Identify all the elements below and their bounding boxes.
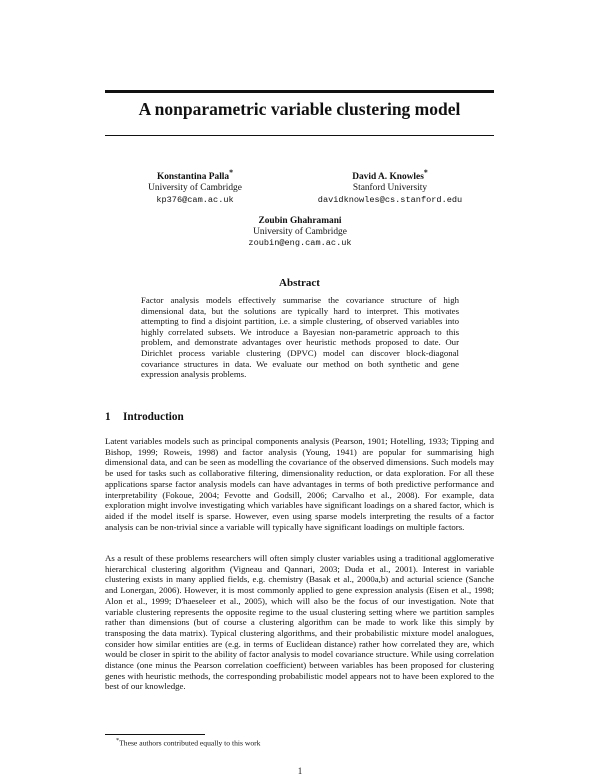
author-email[interactable]: davidknowles@cs.stanford.edu xyxy=(317,194,463,205)
section-title: Introduction xyxy=(123,411,184,423)
section-heading xyxy=(105,411,184,423)
body-paragraph: Latent variables models such as principal components analysis (Pearson, 1901; Hotelling, 1933; Tipping and Bishop, 1999; Roweis, 1998) and factor analysis (Young, 1941) are popular for summarising high dimensional data, and can be seen as modelling the covariance of the observed dimensions. Such models may be used for tasks such as collaborative filtering, dimensionality reduction, or data exploration. For all these applications sparse factor analysis models can have advantages in terms of both predictive performance and interpretability (Fokoue, 2004; Fevotte and Godsill, 2006; Carvalho et al., 2008). For example, data exploration might involve investigating which variables have significant loadings on a shared factor, which is aided if the model itself is sparse. However, even using sparse models interpreting the results of a factor analysis can be non-trivial since a variable will typically have significant loadings on multiple factors. xyxy=(105,436,494,532)
paper-title: A nonparametric variable clustering model xyxy=(138,99,461,119)
page-number: 1 xyxy=(297,766,303,776)
author-name: Konstantina Palla* xyxy=(156,168,234,183)
footnote-rule xyxy=(105,734,205,735)
author-email[interactable]: zoubin@eng.cam.ac.uk xyxy=(248,238,352,249)
author-name: David A. Knowles* xyxy=(352,168,428,183)
author-block xyxy=(220,216,380,250)
footnote: *These authors contributed equally to this work xyxy=(116,737,261,748)
section-number: 1 xyxy=(105,411,111,423)
author-block xyxy=(120,167,270,206)
author-affiliation: University of Cambridge xyxy=(253,227,347,238)
title-bottom-rule xyxy=(105,135,494,136)
author-block xyxy=(300,167,480,206)
author-affiliation: Stanford University xyxy=(352,183,428,194)
abstract-heading: Abstract xyxy=(279,277,320,289)
title-top-rule xyxy=(105,90,494,93)
body-paragraph: As a result of these problems researchers will often simply cluster variables using a traditional agglomerative hierarchical clustering algorithm (Vigneau and Qannari, 2003; Duda et al., 2001). Interest in variable clustering exists in many applied fields, e.g. chemistry (Basak et al., 2000a,b) and acturial science (Sanche and Lonergan, 2006). However, it is most commonly applied to gene expression analysis (Eisen et al., 1998; Alon et al., 1999; D'haeseleer et al., 2005), which will also be the focus of our investigation. Note that variable clustering represents the opposite regime to the usual clustering setting where we partition samples rather than dimensions (but of course a clustering algorithm can be made to work like this simply by transposing the data matrix). Typical clustering algorithms, and their probabilistic mixture model analogues, consider how similar entities are (e.g. in terms of Euclidean distance) rather how correlated they are, which would be closer in spirit to the ability of factor analysis to model covariance structure. While using correlation distance (one minus the Pearson correlation coefficient) between variables has been proposed for clustering genes with heuristic methods, the corresponding probabilistic model appears not to have been explored to the best of our knowledge. xyxy=(105,553,494,692)
author-affiliation: University of Cambridge xyxy=(148,183,242,194)
abstract-text: Factor analysis models effectively summarise the covariance structure of high dimensional data, but the solutions are typically hard to interpret. This motivates attempting to find a disjoint partition, i.e. a simple clustering, of observed variables into highly correlated subsets. We introduce a Bayesian non-parametric approach to this problem, and demonstrate advantages over heuristic methods proposed to date. Our Dirichlet process variable clustering (DPVC) model can discover block-diagonal covariance structures in data. We evaluate our method on both synthetic and gene expression analysis problems. xyxy=(141,295,459,380)
author-name: Zoubin Ghahramani xyxy=(258,216,342,226)
author-email[interactable]: kp376@cam.ac.uk xyxy=(156,194,234,205)
